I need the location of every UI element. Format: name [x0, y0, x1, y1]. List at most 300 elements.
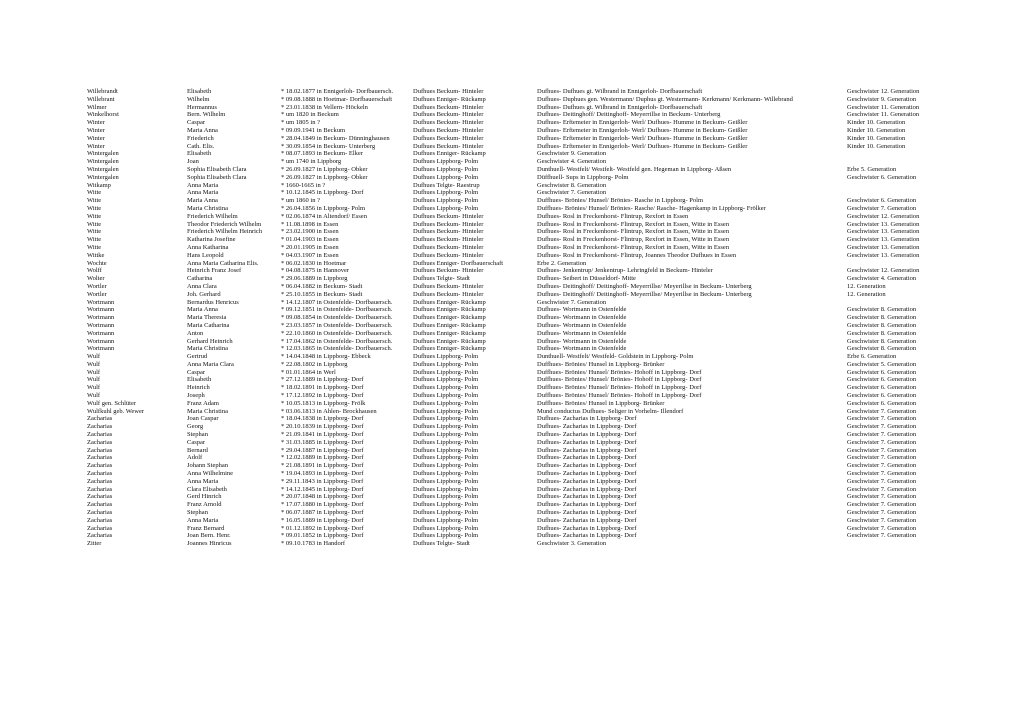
surname-cell: Wintergalen: [87, 150, 119, 158]
birth-cell: * 14.12.1807 in Ostenfelde- Dorfbauersch.: [281, 298, 393, 306]
lineage-cell: Dufhues- Zacharias in Lippborg- Dorf: [537, 431, 637, 439]
given-name-cell: Anton: [187, 329, 204, 337]
table-row: [87, 478, 937, 486]
surname-cell: Witte: [87, 236, 102, 244]
given-name-cell: Elisabeth: [187, 150, 212, 158]
house-cell: Dufhues Enniger- Rückamp: [413, 314, 486, 322]
birth-cell: * 17.07.1880 in Lippborg- Dorf: [281, 501, 364, 509]
generation-cell: Geschwister 7. Generation: [847, 470, 917, 478]
given-name-cell: Friederich Wilhelm Heinrich: [187, 228, 263, 236]
given-name-cell: Heinrich Franz Josef: [187, 267, 242, 275]
table-row: [87, 392, 937, 400]
house-cell: Dufhues Beckum- Hinteler: [413, 243, 484, 251]
generation-cell: Geschwister 11. Generation: [847, 103, 920, 111]
given-name-cell: Anna Maria Clara: [187, 360, 234, 368]
birth-cell: * 27.12.1889 in Lippborg- Dorf: [281, 376, 364, 384]
lineage-cell: Erbe 2. Generation: [537, 259, 587, 267]
lineage-cell: Dufhues- Wortmann in Ostenfelde: [537, 321, 627, 329]
surname-cell: Witte: [87, 189, 102, 197]
generation-cell: [847, 150, 937, 158]
generation-cell: Geschwister 13. Generation: [847, 251, 920, 259]
birth-cell: * 09.10.1783 in Handorf: [281, 540, 346, 548]
generation-cell: Erbe 6. Generation: [847, 353, 897, 361]
generation-cell: Geschwister 7. Generation: [847, 438, 917, 446]
lineage-cell: Duffhues- Brönies/ Hunsel in Lippborg- Brünker: [537, 360, 665, 368]
house-cell: Dufhues Enniger- Rückamp: [413, 345, 486, 353]
lineage-cell: Dufhues- Duphues gen. Westermann/ Duphus gt. Westermann- Kerkmann/ Kerkmann- Willebrand: [537, 95, 793, 103]
birth-cell: * 18.02.1891 in Lippborg- Dorf: [281, 384, 364, 392]
lineage-cell: Dufhues- Zacharias in Lippborg- Dorf: [537, 509, 637, 517]
surname-cell: Wulf: [87, 353, 101, 361]
lineage-cell: Dufhues- Jenkentrup/ Jenkentrup- Lehringfeld in Beckum- Hinteler: [537, 267, 713, 275]
lineage-cell: Dufhues- Erftemeier in Ennigerloh- Werl/ Dufhues- Humme in Beckum- Geißler: [537, 134, 748, 142]
surname-cell: Zacharias: [87, 477, 113, 485]
birth-cell: * 14.12.1845 in Lippborg- Dorf: [281, 485, 364, 493]
table-row: [87, 213, 937, 221]
generation-cell: [847, 540, 937, 548]
house-cell: Dufhues Beckum- Hinteler: [413, 126, 484, 134]
given-name-cell: Maria Theresia: [187, 314, 227, 322]
lineage-cell: Dufhues- Zacharias in Lippborg- Dorf: [537, 438, 637, 446]
table-row: [87, 111, 937, 119]
surname-cell: Wulf: [87, 376, 101, 384]
house-cell: Dufhues Lippborg- Polm: [413, 509, 479, 517]
lineage-cell: Dufhues- Zacharias in Lippborg- Dorf: [537, 423, 637, 431]
given-name-cell: Stephan: [187, 509, 208, 517]
surname-cell: Zacharias: [87, 509, 113, 517]
house-cell: Dufhues Enniger- Rückamp: [413, 306, 486, 314]
surname-cell: Wulf: [87, 368, 101, 376]
given-name-cell: Maria Anna: [187, 197, 218, 205]
house-cell: Dufhues Enniger- Rückamp: [413, 298, 486, 306]
table-row: [87, 384, 937, 392]
surname-cell: Witte: [87, 212, 102, 220]
given-name-cell: Joan Bern. Henr.: [187, 532, 231, 540]
generation-cell: Geschwister 7. Generation: [847, 477, 917, 485]
given-name-cell: Bern. Wilhelm: [187, 111, 226, 119]
lineage-cell: Dufhues- Rosl in Freckenhorst- Flintrup, Rexfort in Essen: [537, 212, 689, 220]
generation-cell: [847, 158, 937, 166]
generation-cell: Geschwister 7. Generation: [847, 485, 917, 493]
surname-cell: Zacharias: [87, 462, 113, 470]
given-name-cell: Heinrich: [187, 384, 210, 392]
surname-cell: Zacharias: [87, 501, 113, 509]
birth-cell: * 11.08.1898 in Essen: [281, 220, 339, 228]
generation-cell: Geschwister 6. Generation: [847, 368, 917, 376]
surname-cell: Zacharias: [87, 493, 113, 501]
generation-cell: [847, 189, 937, 197]
birth-cell: * 10.12.1845 in Lippborg- Dorf: [281, 189, 364, 197]
lineage-cell: Dufhues- Rosl in Freckenhorst- Flintrup, Rexfort in Essen, Witte in Essen: [537, 243, 730, 251]
house-cell: Dufhues Telgte- Raestrup: [413, 181, 480, 189]
house-cell: Dufhues Lippborg- Polm: [413, 477, 479, 485]
table-row: [87, 408, 937, 416]
lineage-cell: Geschwister 8. Generation: [537, 181, 607, 189]
surname-cell: Witte: [87, 220, 102, 228]
lineage-cell: Dufhues- Dufhues gt. Wilbrand in Ennigerloh- Dorfbauerschaft: [537, 103, 703, 111]
lineage-cell: Duffhues- Brönies/ Hunsel/ Brönies- Hohoff in Lippborg- Dorf: [537, 368, 702, 376]
table-row: [87, 197, 937, 205]
surname-cell: Witte: [87, 197, 102, 205]
given-name-cell: Maria Christina: [187, 204, 228, 212]
house-cell: Dufhues Lippborg- Polm: [413, 470, 479, 478]
table-row: [87, 532, 937, 540]
table-row: [87, 470, 937, 478]
given-name-cell: Anna Wilhelmine: [187, 470, 234, 478]
birth-cell: * 17.12.1892 in Lippborg- Dorf: [281, 392, 364, 400]
birth-cell: * 01.01.1864 in Werl: [281, 368, 336, 376]
birth-cell: * 06.04.1882 in Beckum- Stadt: [281, 282, 363, 290]
house-cell: Dufhues Beckum- Hinteler: [413, 142, 484, 150]
surname-cell: Winter: [87, 142, 105, 150]
table-row: [87, 423, 937, 431]
table-row: [87, 439, 937, 447]
generation-cell: Geschwister 7. Generation: [847, 454, 917, 462]
birth-cell: * 22.08.1802 in Lippborg: [281, 360, 348, 368]
generation-cell: Geschwister 6. Generation: [847, 173, 917, 181]
generation-cell: Geschwister 6. Generation: [847, 197, 917, 205]
lineage-cell: Dufhues- Zacharias in Lippborg- Dorf: [537, 485, 637, 493]
surname-cell: Wortmann: [87, 337, 115, 345]
house-cell: Dufhues Lippborg- Polm: [413, 392, 479, 400]
house-cell: Dufhues Lippborg- Polm: [413, 454, 479, 462]
generation-cell: [847, 299, 937, 307]
generation-cell: Geschwister 5. Generation: [847, 360, 917, 368]
table-row: [87, 127, 937, 135]
lineage-cell: Mund conductus Dufhues- Seliger in Vorhelm- Illendorf: [537, 407, 684, 415]
lineage-cell: Dufhues- Zacharias in Lippborg- Dorf: [537, 516, 637, 524]
birth-cell: * 29.06.1889 in Lippborg: [281, 275, 348, 283]
surname-cell: Witte: [87, 204, 102, 212]
lineage-cell: Geschwister 3. Generation: [537, 540, 607, 548]
generation-cell: Geschwister 8. Generation: [847, 306, 917, 314]
house-cell: Dufhues Enniger- Rückamp: [413, 337, 486, 345]
birth-cell: * 08.07.1893 in Beckum- Elker: [281, 150, 363, 158]
house-cell: Dufhues Lippborg- Polm: [413, 423, 479, 431]
lineage-cell: Duffhues- Brönies/ Hunsel/ Brönies- Rasche/ Rasche- Hagenkamp in Lippborg- Frölker: [537, 204, 766, 212]
given-name-cell: Joh. Gerhard: [187, 290, 221, 298]
given-name-cell: Elisabeth: [187, 88, 212, 95]
birth-cell: * 29.11.1843 in Lippborg- Dorf: [281, 477, 364, 485]
house-cell: Dufhues Lippborg- Polm: [413, 197, 479, 205]
generation-cell: Geschwister 6. Generation: [847, 384, 917, 392]
lineage-cell: Dufhues- Seibert in Düsseldorf- Mitte: [537, 275, 636, 283]
generation-cell: Geschwister 9. Generation: [847, 95, 917, 103]
lineage-cell: Dufhues- Zacharias in Lippborg- Dorf: [537, 415, 637, 423]
table-row: [87, 228, 937, 236]
generation-cell: Geschwister 7. Generation: [847, 431, 917, 439]
table-row: [87, 260, 937, 268]
birth-cell: * 29.04.1887 in Lippborg- Dorf: [281, 446, 364, 454]
house-cell: Dufhues Lippborg- Polm: [413, 360, 479, 368]
given-name-cell: Sophia Elisabeth Clara: [187, 173, 247, 181]
given-name-cell: Joan Caspar: [187, 415, 219, 423]
table-row: [87, 221, 937, 229]
table-row: [87, 330, 937, 338]
lineage-cell: Dufhues- Erftemeier in Ennigerloh- Werl/ Dufhues- Humme in Beckum- Geißler: [537, 142, 748, 150]
birth-cell: * 26.09.1827 in Lippborg- Obker: [281, 165, 368, 173]
surname-cell: Wortler: [87, 282, 107, 290]
table-row: [87, 486, 937, 494]
house-cell: Dufhues Beckum- Hinteler: [413, 290, 484, 298]
birth-cell: * 18.04.1838 in Lippborg- Dorf: [281, 415, 364, 423]
given-name-cell: Gerhard Heinrich: [187, 337, 233, 345]
surname-cell: Zacharias: [87, 423, 113, 431]
birth-cell: * 14.04.1848 in Lippborg- Ebbeck: [281, 353, 371, 361]
surname-cell: Wintergalen: [87, 165, 119, 173]
generation-cell: Geschwister 8. Generation: [847, 337, 917, 345]
surname-cell: Zacharias: [87, 431, 113, 439]
house-cell: Dufhues Lippborg- Polm: [413, 189, 479, 197]
given-name-cell: Cath. Elis.: [187, 142, 215, 150]
birth-cell: * 23.02.1900 in Essen: [281, 228, 339, 236]
surname-cell: Willebrandt: [87, 88, 118, 95]
table-row: [87, 104, 937, 112]
birth-cell: * 23.03.1857 in Ostenfelde- Dorfbauersch.: [281, 321, 393, 329]
generation-cell: 12. Generation: [847, 290, 886, 298]
birth-cell: * 30.09.1854 in Beckum- Unterberg: [281, 142, 376, 150]
lineage-cell: Düffhuell- Sups in Lippborg- Polm: [537, 173, 629, 181]
surname-cell: Zacharias: [87, 485, 113, 493]
birth-cell: * 06.07.1887 in Lippborg- Dorf: [281, 509, 364, 517]
given-name-cell: Sophia Elisabeth Clara: [187, 165, 247, 173]
house-cell: Dufhues Lippborg- Polm: [413, 204, 479, 212]
table-row: [87, 361, 937, 369]
table-row: [87, 205, 937, 213]
house-cell: Dufhues Lippborg- Polm: [413, 501, 479, 509]
generation-cell: Geschwister 13. Generation: [847, 228, 920, 236]
table-row: [87, 501, 937, 509]
lineage-cell: Dufhues- Wortmann in Ostenfelde: [537, 345, 627, 353]
surname-cell: Wortmann: [87, 298, 115, 306]
house-cell: Dufhues Lippborg- Polm: [413, 415, 479, 423]
given-name-cell: Gertrud: [187, 353, 208, 361]
generation-cell: Geschwister 12. Generation: [847, 267, 920, 275]
house-cell: Dufhues Lippborg- Polm: [413, 158, 479, 166]
house-cell: Dufhues Beckum- Hinteler: [413, 220, 484, 228]
genealogy-table-body: [87, 88, 937, 548]
birth-cell: * 26.09.1827 in Lippborg- Obker: [281, 173, 368, 181]
given-name-cell: Anna Maria: [187, 189, 219, 197]
generation-cell: Kinder 10. Generation: [847, 119, 906, 127]
surname-cell: Zacharias: [87, 470, 113, 478]
house-cell: Dufhues Enniger- Rückamp: [413, 321, 486, 329]
lineage-cell: Duffhues- Brönies/ Hunsel/ Brönies- Hohoff in Lippborg- Dorf: [537, 376, 702, 384]
surname-cell: Wintergalen: [87, 173, 119, 181]
surname-cell: Winter: [87, 126, 105, 134]
generation-cell: Erbe 5. Generation: [847, 165, 897, 173]
table-row: [87, 244, 937, 252]
given-name-cell: Franz Arnold: [187, 501, 222, 509]
house-cell: Dufhues Beckum- Hinteler: [413, 88, 484, 95]
surname-cell: Zacharias: [87, 454, 113, 462]
table-row: [87, 322, 937, 330]
surname-cell: Zacharias: [87, 516, 113, 524]
given-name-cell: Katharina Josefine: [187, 236, 236, 244]
birth-cell: * 02.06.1874 in Altendorf/ Essen: [281, 212, 367, 220]
birth-cell: * 04.08.1875 in Hannover: [281, 267, 350, 275]
birth-cell: * 17.04.1862 in Ostenfelde- Dorfbauersch.: [281, 337, 393, 345]
given-name-cell: Elisabeth: [187, 376, 212, 384]
lineage-cell: Dufhues- Zacharias in Lippborg- Dorf: [537, 454, 637, 462]
table-row: [87, 353, 937, 361]
table-row: [87, 182, 937, 190]
lineage-cell: Dufhues- Rosl in Freckenhorst- Flintrup, Rexfort in Essen, Witte in Essen: [537, 236, 730, 244]
lineage-cell: Dufhues- Rosl in Freckenhorst- Flintrup, Rexfort in Essen, Witte in Essen: [537, 220, 730, 228]
surname-cell: Winkelhorst: [87, 111, 119, 119]
generation-cell: 12. Generation: [847, 282, 886, 290]
given-name-cell: Anna Maria: [187, 516, 219, 524]
given-name-cell: Anna Katharina: [187, 243, 229, 251]
table-row: [87, 454, 937, 462]
surname-cell: Wintergalen: [87, 158, 119, 166]
house-cell: Dufhues Telgte- Stadt: [413, 540, 470, 548]
generation-cell: Geschwister 7. Generation: [847, 493, 917, 501]
given-name-cell: Stephan: [187, 431, 208, 439]
house-cell: Dufhues Enniger- Rückamp: [413, 95, 486, 103]
table-row: [87, 509, 937, 517]
table-row: [87, 252, 937, 260]
generation-cell: Geschwister 13. Generation: [847, 236, 920, 244]
given-name-cell: Joannes Hinricus: [187, 540, 232, 548]
generation-cell: Geschwister 8. Generation: [847, 321, 917, 329]
birth-cell: * 03.06.1813 in Ahlen- Brockhausen: [281, 407, 377, 415]
table-row: [87, 415, 937, 423]
table-row: [87, 493, 937, 501]
table-row: [87, 306, 937, 314]
given-name-cell: Maria Anna: [187, 126, 218, 134]
birth-cell: * um 1820 in Beckum: [281, 111, 339, 119]
generation-cell: Geschwister 12. Generation: [847, 88, 920, 95]
house-cell: Dufhues Beckum- Hinteler: [413, 267, 484, 275]
birth-cell: * 26.04.1856 in Lippborg- Polm: [281, 204, 366, 212]
house-cell: Dufhues Enniger- Rückamp: [413, 329, 486, 337]
house-cell: Dufhues Lippborg- Polm: [413, 384, 479, 392]
generation-cell: Geschwister 7. Generation: [847, 516, 917, 524]
table-row: [87, 166, 937, 174]
generation-cell: Geschwister 7. Generation: [847, 462, 917, 470]
birth-cell: * 09.08.1854 in Ostenfelde- Dorfbauersch.: [281, 314, 393, 322]
table-row: [87, 150, 937, 158]
table-row: [87, 314, 937, 322]
lineage-cell: Dufhues- Zacharias in Lippborg- Dorf: [537, 446, 637, 454]
generation-cell: [847, 260, 937, 268]
house-cell: Dufhues Lippborg- Polm: [413, 524, 479, 532]
house-cell: Dufhues Beckum- Hinteler: [413, 134, 484, 142]
lineage-cell: Geschwister 7. Generation: [537, 189, 607, 197]
birth-cell: * 19.04.1893 in Lippborg- Dorf: [281, 470, 364, 478]
table-row: [87, 299, 937, 307]
table-row: [87, 447, 937, 455]
lineage-cell: Duffhues- Brönies/ Hunsel/ Brönies- Rasche in Lippborg- Polm: [537, 197, 704, 205]
birth-cell: * 1660-1665 in ?: [281, 181, 326, 189]
birth-cell: * um 1805 in ?: [281, 119, 320, 127]
birth-cell: * 20.07.1848 in Lippborg- Dorf: [281, 493, 364, 501]
lineage-cell: Dufhues- Zacharias in Lippborg- Dorf: [537, 501, 637, 509]
generation-cell: Geschwister 8. Generation: [847, 329, 917, 337]
surname-cell: Zacharias: [87, 438, 113, 446]
table-row: [87, 345, 937, 353]
house-cell: Dufhues Beckum- Hinteler: [413, 103, 484, 111]
lineage-cell: Dufhues- Wortmann in Ostenfelde: [537, 329, 627, 337]
table-row: [87, 462, 937, 470]
table-row: [87, 119, 937, 127]
generation-cell: Geschwister 7. Generation: [847, 423, 917, 431]
house-cell: Dufhues Lippborg- Polm: [413, 353, 479, 361]
house-cell: Dufhues Beckum- Hinteler: [413, 228, 484, 236]
table-row: [87, 376, 937, 384]
generation-cell: Geschwister 7. Generation: [847, 415, 917, 423]
table-row: [87, 540, 937, 548]
generation-cell: Geschwister 13. Generation: [847, 243, 920, 251]
lineage-cell: Dufhues- Rosl in Freckenhorst- Flintrup, Joannes Theodor Dufhues in Essen: [537, 251, 737, 259]
birth-cell: * 21.08.1891 in Lippborg- Dorf: [281, 462, 364, 470]
given-name-cell: Anna Maria: [187, 181, 219, 189]
birth-cell: * 25.10.1855 in Beckum- Stadt: [281, 290, 363, 298]
birth-cell: * 06.02.1830 in Hoetmar: [281, 259, 347, 267]
given-name-cell: Caspar: [187, 438, 206, 446]
given-name-cell: Maria Anna: [187, 306, 218, 314]
birth-cell: * 28.04.1849 in Beckum- Dünninghausen: [281, 134, 390, 142]
lineage-cell: Dufhues- Rosl in Freckenhorst- Flintrup, Rexfort in Essen, Witte in Essen: [537, 228, 730, 236]
house-cell: Dufhues Telgte- Stadt: [413, 275, 470, 283]
surname-cell: Wulf gen. Schlüter: [87, 399, 137, 407]
house-cell: Dufhues Beckum- Hinteler: [413, 282, 484, 290]
house-cell: Dufhues Lippborg- Polm: [413, 532, 479, 540]
lineage-cell: Dufhues- Zacharias in Lippborg- Dorf: [537, 524, 637, 532]
generation-cell: Geschwister 4. Generation: [847, 275, 917, 283]
generation-cell: Geschwister 8. Generation: [847, 345, 917, 353]
surname-cell: Winter: [87, 134, 105, 142]
house-cell: Dufhues Lippborg- Polm: [413, 165, 479, 173]
birth-cell: * 31.03.1885 in Lippborg- Dorf: [281, 438, 364, 446]
lineage-cell: Dufhues- Wortmann in Ostenfelde: [537, 306, 627, 314]
birth-cell: * 01.04.1903 in Essen: [281, 236, 339, 244]
surname-cell: Willebrant: [87, 95, 115, 103]
surname-cell: Wochte: [87, 259, 107, 267]
generation-cell: Geschwister 7. Generation: [847, 446, 917, 454]
lineage-cell: Dufhues- Zacharias in Lippborg- Dorf: [537, 493, 637, 501]
given-name-cell: Catharina: [187, 275, 213, 283]
given-name-cell: Gerd Hinrich: [187, 493, 222, 501]
table-row: [87, 431, 937, 439]
lineage-cell: Dufhues- Dufhues gt. Wilbrand in Ennigerloh- Dorfbauerschaft: [537, 88, 703, 95]
lineage-cell: Dunthuell- Westfelt/ Westfeld- Goldstein in Lippborg- Polm: [537, 353, 694, 361]
surname-cell: Wortmann: [87, 345, 115, 353]
generation-cell: Geschwister 13. Generation: [847, 220, 920, 228]
house-cell: Dufhues Lippborg- Polm: [413, 493, 479, 501]
generation-cell: Geschwister 12. Generation: [847, 212, 920, 220]
given-name-cell: Franz Bernard: [187, 524, 225, 532]
surname-cell: Wortmann: [87, 314, 115, 322]
house-cell: Dufhues Enniger- Rückamp: [413, 150, 486, 158]
table-row: [87, 158, 937, 166]
table-row: [87, 96, 937, 104]
house-cell: Dufhues Lippborg- Polm: [413, 407, 479, 415]
house-cell: Dufhues Enniger- Dorfbauerschaft: [413, 259, 504, 267]
given-name-cell: Theodor Friederich Wilhelm: [187, 220, 262, 228]
surname-cell: Wulf: [87, 384, 101, 392]
surname-cell: Wortler: [87, 290, 107, 298]
house-cell: Dufhues Beckum- Hinteler: [413, 236, 484, 244]
given-name-cell: Georg: [187, 423, 204, 431]
table-row: [87, 525, 937, 533]
lineage-cell: Geschwister 4. Generation: [537, 158, 607, 166]
surname-cell: Wulf: [87, 360, 101, 368]
birth-cell: * 09.08.1888 in Hoetmar- Dorfbauerschaft: [281, 95, 393, 103]
given-name-cell: Caspar: [187, 119, 206, 127]
surname-cell: Wolff: [87, 267, 102, 275]
